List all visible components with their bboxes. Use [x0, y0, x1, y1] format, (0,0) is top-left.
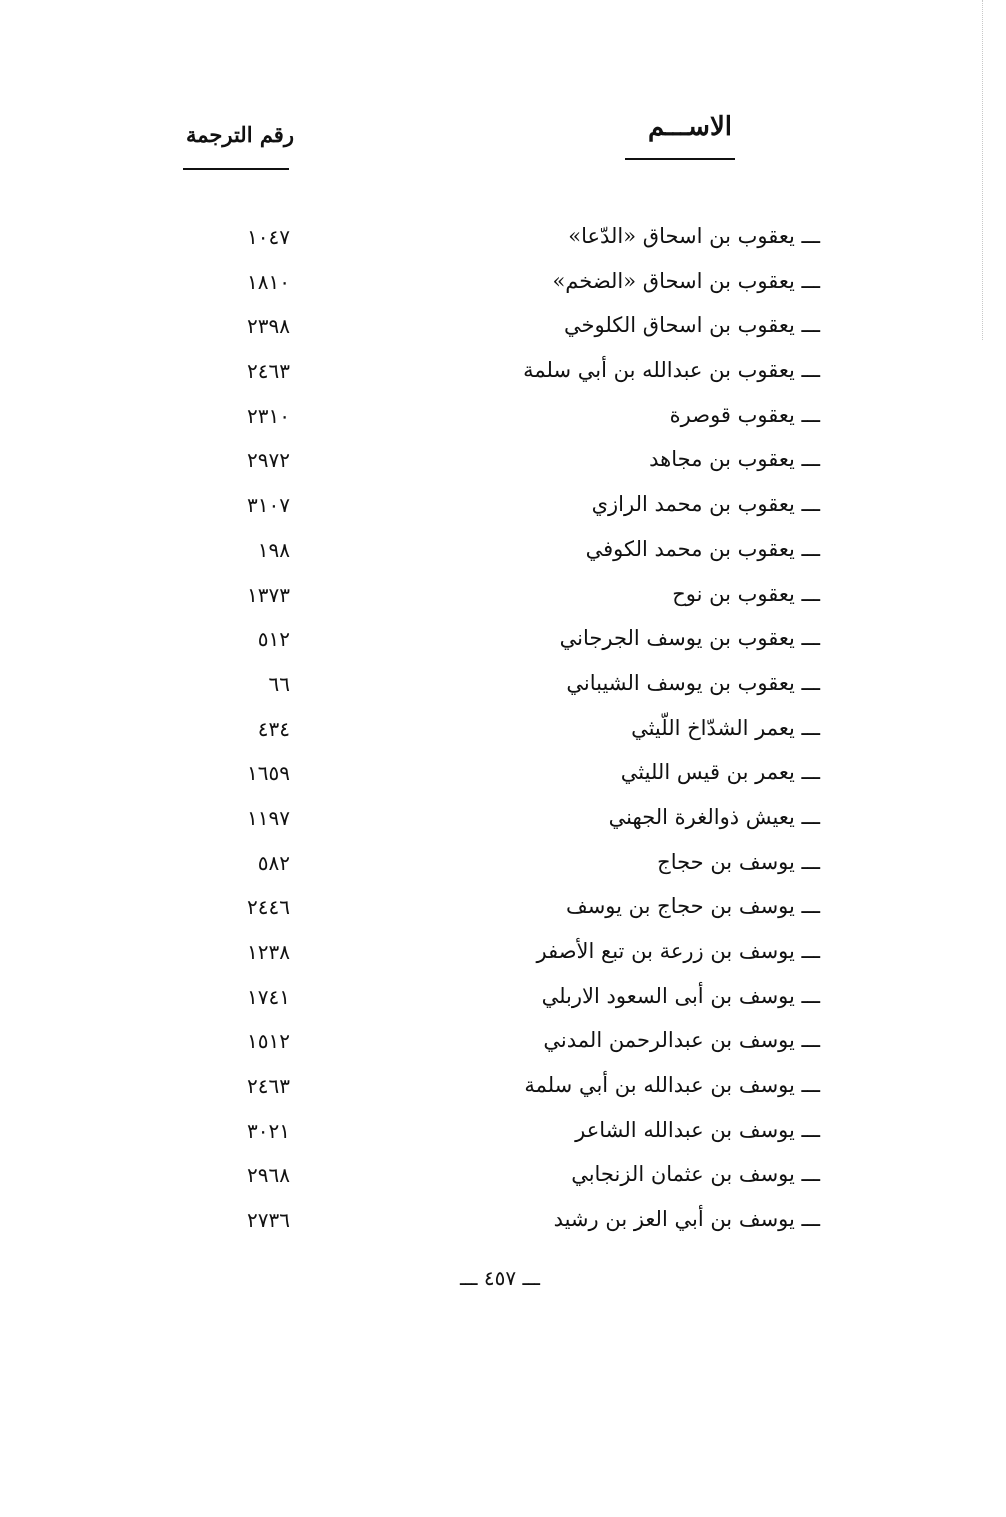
entries-list	[0, 218, 1006, 1246]
entry-number: ١١٩٧	[247, 805, 290, 830]
entry-number: ٢٣٩٨	[247, 314, 290, 339]
entry-number: ٢٩٧٢	[247, 448, 290, 473]
list-item	[0, 352, 1006, 397]
entry-name: ـــ يعقوب بن يوسف الجرجاني	[559, 626, 820, 651]
entry-name: ـــ يوسف بن حجاج	[657, 849, 820, 874]
list-item	[0, 218, 1006, 263]
entry-number: ١٨١٠	[247, 269, 290, 294]
entry-number: ٤٣٤	[257, 716, 290, 741]
list-item	[0, 1022, 1006, 1067]
list-item	[0, 307, 1006, 352]
entry-name: ـــ يوسف بن أبي العز بن رشيد	[553, 1207, 820, 1232]
entry-number: ٢٩٦٨	[247, 1163, 290, 1188]
entry-number: ١٧٤١	[247, 984, 290, 1009]
name-header-underline	[625, 158, 735, 160]
entry-number: ١٥١٢	[247, 1029, 290, 1054]
entry-name: ـــ يوسف بن عبدالله بن أبي سلمة	[524, 1073, 820, 1098]
entry-number: ١٠٤٧	[247, 225, 290, 249]
list-item	[0, 1201, 1006, 1246]
entry-name: ـــ يوسف بن زرعة بن تبع الأصفر	[536, 939, 820, 963]
list-item	[0, 1156, 1006, 1201]
list-item	[0, 665, 1006, 710]
list-item	[0, 1112, 1006, 1157]
number-header-underline	[183, 168, 289, 170]
entry-number: ١٣٧٣	[247, 582, 290, 607]
list-item	[0, 1067, 1006, 1112]
entry-name: ـــ يعمر بن قيس الليثي	[620, 760, 820, 785]
entry-number: ٢٤٤٦	[247, 895, 290, 920]
entry-name: ـــ يعيش ذوالغرة الجهني	[608, 804, 820, 829]
entry-name: ـــ يوسف بن عثمان الزنجابي	[571, 1162, 820, 1187]
entry-name: ـــ يعقوب بن نوح	[672, 581, 820, 606]
list-item	[0, 486, 1006, 531]
list-item	[0, 933, 1006, 978]
list-item	[0, 263, 1006, 308]
list-item	[0, 531, 1006, 576]
entry-name: ـــ يعقوب بن محمد الكوفي	[585, 536, 820, 561]
entry-number: ٢٣١٠	[247, 403, 290, 428]
entry-name: ـــ يعقوب قوصرة	[669, 402, 820, 427]
entry-name: ـــ يوسف بن حجاج بن يوسف	[565, 894, 820, 919]
entry-number: ٦٦	[268, 671, 290, 696]
number-column-header: رقم الترجمة	[185, 122, 294, 147]
entry-number: ٥١٢	[257, 627, 290, 652]
list-item	[0, 441, 1006, 486]
entry-name: ـــ يوسف بن أبى السعود الاربلي	[541, 983, 820, 1008]
entry-name: ـــ يعقوب بن اسحاق الكلوخي	[564, 313, 820, 338]
list-item	[0, 397, 1006, 442]
entry-name: ـــ يعقوب بن يوسف الشيباني	[566, 670, 820, 695]
name-column-header: الاســـم	[648, 112, 732, 142]
entry-name: ـــ يعقوب بن اسحاق «الدّعا»	[568, 224, 820, 248]
entry-number: ٢٤٦٣	[247, 1074, 290, 1099]
entry-name: ـــ يعمر الشدّاخ اللّيثي	[631, 715, 820, 740]
entry-number: ٥٨٢	[257, 850, 290, 875]
entry-number: ١٦٥٩	[247, 761, 290, 786]
entry-number: ٣٠٢١	[247, 1118, 290, 1143]
entry-name: ـــ يعقوب بن اسحاق «الضخم»	[552, 268, 820, 293]
entry-name: ـــ يعقوب بن محمد الرازي	[591, 492, 820, 517]
entry-number: ١٩٨	[257, 537, 290, 562]
entry-name: ـــ يوسف بن عبدالله الشاعر	[575, 1117, 820, 1142]
list-item	[0, 620, 1006, 665]
list-item	[0, 710, 1006, 755]
entry-number: ٢٧٣٦	[247, 1208, 290, 1233]
list-item	[0, 888, 1006, 933]
list-item	[0, 978, 1006, 1023]
entry-number: ١٢٣٨	[247, 940, 290, 964]
list-item	[0, 799, 1006, 844]
entry-name: ـــ يعقوب بن مجاهد	[649, 447, 820, 472]
list-item	[0, 754, 1006, 799]
entry-name: ـــ يعقوب بن عبدالله بن أبي سلمة	[523, 358, 820, 383]
entry-number: ٣١٠٧	[247, 493, 290, 518]
entry-number: ٢٤٦٣	[247, 359, 290, 384]
entry-name: ـــ يوسف بن عبدالرحمن المدني	[543, 1028, 820, 1053]
list-item	[0, 576, 1006, 621]
list-item	[0, 844, 1006, 889]
page-number: ـــ ٤٥٧ ـــ	[459, 1266, 541, 1290]
